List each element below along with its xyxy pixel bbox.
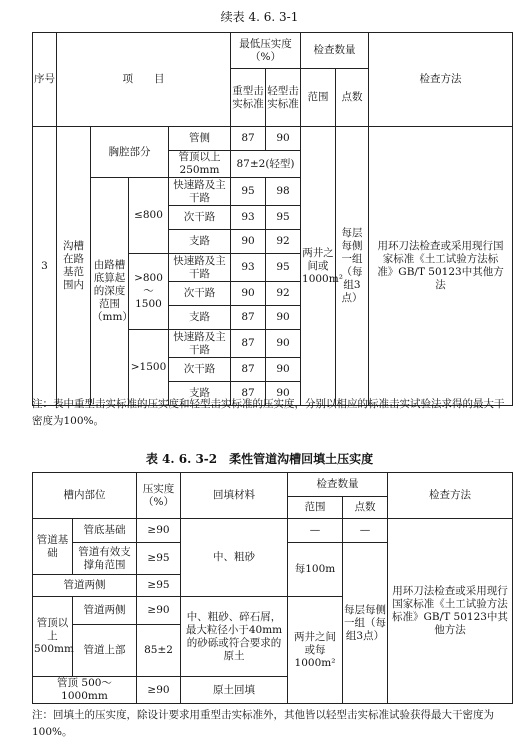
method-cell: 用环刀法检查或采用现行国家标准《土工试验方法标准》GB/T 50123中其他方法 [388,519,513,704]
pipe-base-cell: 管道基础 [33,519,73,575]
value-cell: 98 [266,178,301,206]
depth-cell: >800～1500 [129,254,169,330]
value-cell: 92 [266,230,301,254]
road-cell: 快速路及主干路 [169,254,231,282]
value-cell: 90 [266,358,301,382]
value-cell: 93 [231,254,266,282]
compaction-table-continued [32,32,513,406]
range-cell: 两井之间或每1000m² [288,597,343,704]
header-material: 回填材料 [181,473,288,519]
value-cell: 90 [266,127,301,151]
value-cell: ≥90 [137,677,181,704]
header-range: 范围 [288,497,343,519]
table2-note: 注：回填土的压实度，除设计要求用重型击实标准外，其他皆以轻型击实标准试验获得最大干密度为100%。 [32,709,494,738]
header-part: 槽内部位 [33,473,137,519]
road-cell: 次干路 [169,206,231,230]
depth-cell: ≤800 [129,178,169,254]
table1-caption: 续表 4. 6. 3-1 [220,10,299,24]
road-cell: 次干路 [169,358,231,382]
material-cell: 原土回填 [181,677,288,704]
part-cell: 管道两侧 [73,597,137,625]
header-points: 点数 [343,497,388,519]
road-cell: 快速路及主干路 [169,178,231,206]
points-cell: 每层每侧一组（每组3点） [336,127,369,406]
value-cell: 95 [266,254,301,282]
value-cell: ≥90 [137,597,181,625]
value-cell: 85±2 [137,625,181,677]
range-cell: — [288,519,343,543]
value-cell: 93 [231,206,266,230]
header-heavy: 重型击实标准 [231,69,266,127]
header-min-compaction: 最低压实度（%） [231,33,301,69]
method-cell: 用环刀法检查或采用现行国家标准《土工试验方法标准》GB/T 50123中其他方法 [369,127,513,406]
seq-cell: 3 [33,127,57,406]
header-seq: 序号 [33,33,57,127]
value-cell: 87 [231,358,266,382]
flexible-pipe-compaction-table [32,472,513,704]
table1-note: 注：表中重型击实标准的压实度和轻型击实标准的压实度，分别以相应的标准击实试验法求得的最大干密度为100%。 [32,398,505,427]
header-light: 轻型击实标准 [266,69,301,127]
points-cell: — [343,519,388,543]
pipe-top-cell: 管顶以上500mm [33,597,73,677]
road-cell: 支路 [169,230,231,254]
value-cell: 90 [266,330,301,358]
value-cell: 87 [231,382,266,406]
header-check-count: 检查数量 [288,473,388,497]
road-cell: 快速路及主干路 [169,330,231,358]
value-cell: 95 [231,178,266,206]
value-cell: 95 [266,206,301,230]
road-cell: 支路 [169,306,231,330]
road-cell: 支路 [169,382,231,406]
group-cell: 沟槽在路基范围内 [57,127,91,406]
depth-label-cell: 由路槽底算起的深度范围（mm） [91,178,129,406]
road-cell: 管顶以上250mm [169,151,231,178]
depth-cell: >1500 [129,330,169,406]
material-cell: 中、粗砂 [181,519,288,597]
value-cell: 87±2(轻型) [231,151,301,178]
chest-cell: 胸腔部分 [91,127,169,178]
range-cell: 两井之间或1000m² [301,127,336,406]
part-cell: 管道有效支撑角范围 [73,543,137,575]
road-cell: 次干路 [169,282,231,306]
value-cell: 90 [231,230,266,254]
header-points: 点数 [336,69,369,127]
value-cell: 90 [266,382,301,406]
header-check-count: 检查数量 [301,33,369,69]
header-item: 项 目 [57,33,231,127]
header-check-method: 检查方法 [369,33,513,127]
part-cell: 管顶 500～1000mm [33,677,137,704]
value-cell: ≥90 [137,519,181,543]
value-cell: 87 [231,330,266,358]
part-cell: 管底基础 [73,519,137,543]
value-cell: ≥95 [137,543,181,575]
value-cell: 92 [266,282,301,306]
value-cell: 90 [231,282,266,306]
part-cell: 管道两侧 [33,575,137,597]
header-check-method: 检查方法 [388,473,513,519]
value-cell: 87 [231,127,266,151]
table2-caption: 表 4. 6. 3-2 柔性管道沟槽回填土压实度 [145,452,374,466]
value-cell: ≥95 [137,575,181,597]
header-compaction: 压实度（%） [137,473,181,519]
part-cell: 管道上部 [73,625,137,677]
road-cell: 管侧 [169,127,231,151]
value-cell: 90 [266,306,301,330]
points-cell: 每层每侧一组（每组3点） [343,543,388,704]
value-cell: 87 [231,306,266,330]
header-range: 范围 [301,69,336,127]
range-cell: 每100m [288,543,343,597]
material-cell: 中、粗砂、碎石屑，最大粒径小于40mm的砂砾或符合要求的原土 [181,597,288,677]
